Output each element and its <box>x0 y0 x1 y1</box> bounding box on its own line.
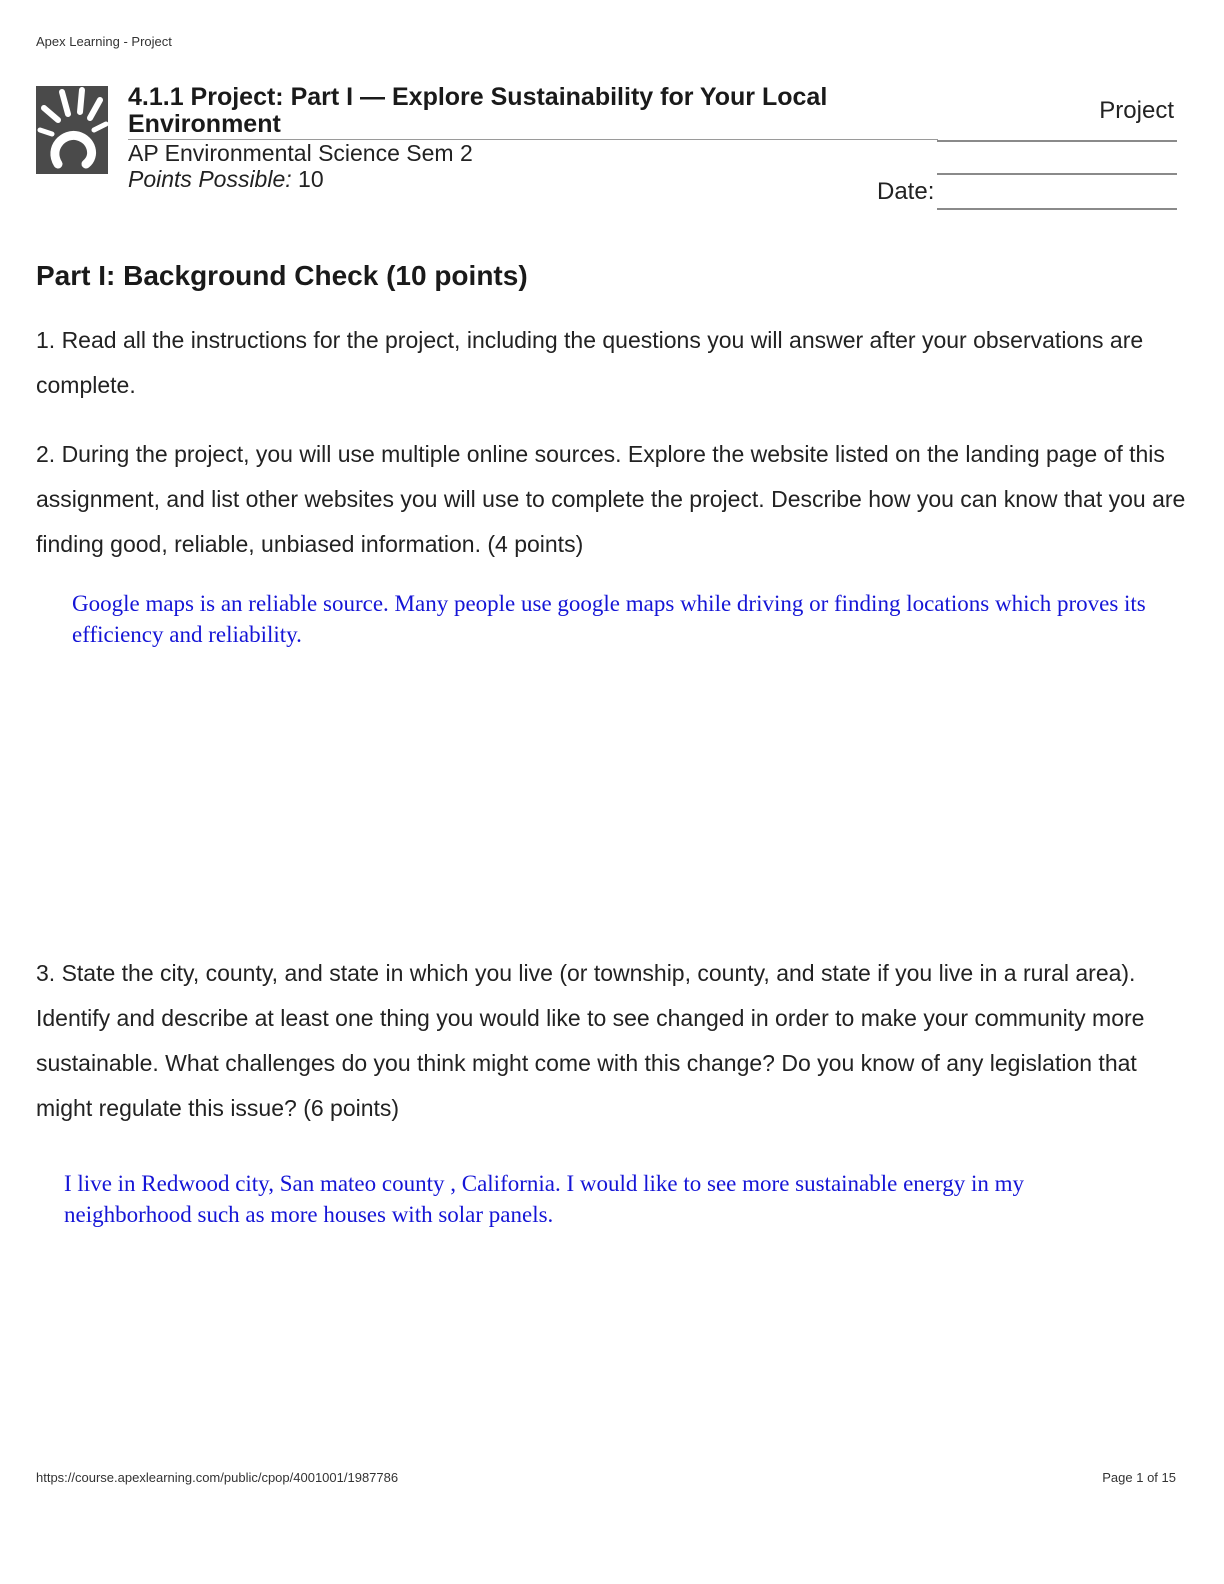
question-1: 1. Read all the instructions for the project, including the questions you will answer after your observations are complete. <box>36 327 1144 398</box>
date-field-line <box>937 208 1177 210</box>
date-label: Date: <box>877 178 935 205</box>
name-field-line-2 <box>937 173 1177 175</box>
points-label: Points Possible: <box>128 166 292 192</box>
course-name: AP Environmental Science Sem 2 <box>128 140 473 166</box>
assignment-title: 4.1.1 Project: Part I — Explore Sustainability for Your Local Environment <box>128 83 828 138</box>
answer-2: Google maps is an reliable source. Many people use google maps while driving or finding locations which proves its efficiency and reliability. <box>72 591 1146 647</box>
question-2: 2. During the project, you will use multiple online sources. Explore the website listed on the landing page of this assignment, and list other websites you will use to complete the project. Describe how you can know that you are finding good, reliable, unbiased information. (4 points) <box>36 441 1186 557</box>
apex-logo-icon <box>36 86 108 174</box>
footer-url[interactable]: https://course.apexlearning.com/public/cpop/4001001/1987786 <box>36 1470 399 1485</box>
answer-3: I live in Redwood city, San mateo county , California. I would like to see more sustainable energy in my neighborhood such as more houses with solar panels. <box>64 1171 1025 1227</box>
page-number: Page 1 of 15 <box>1102 1470 1176 1485</box>
name-field-line <box>937 140 1177 142</box>
browser-title: Apex Learning - Project <box>36 34 172 49</box>
question-3: 3. State the city, county, and state in which you live (or township, county, and state if you live in a rural area). Identify and describe at least one thing you would like to see changed in order to make your community more sustainable. What challenges do you think might come with this change? Do you know of any legislation that might regulate this issue? (6 points) <box>36 960 1145 1121</box>
assignment-type: Project <box>1099 97 1174 124</box>
points-possible <box>128 166 324 193</box>
points-value: 10 <box>298 166 324 192</box>
section-heading: Part I: Background Check (10 points) <box>36 260 528 291</box>
